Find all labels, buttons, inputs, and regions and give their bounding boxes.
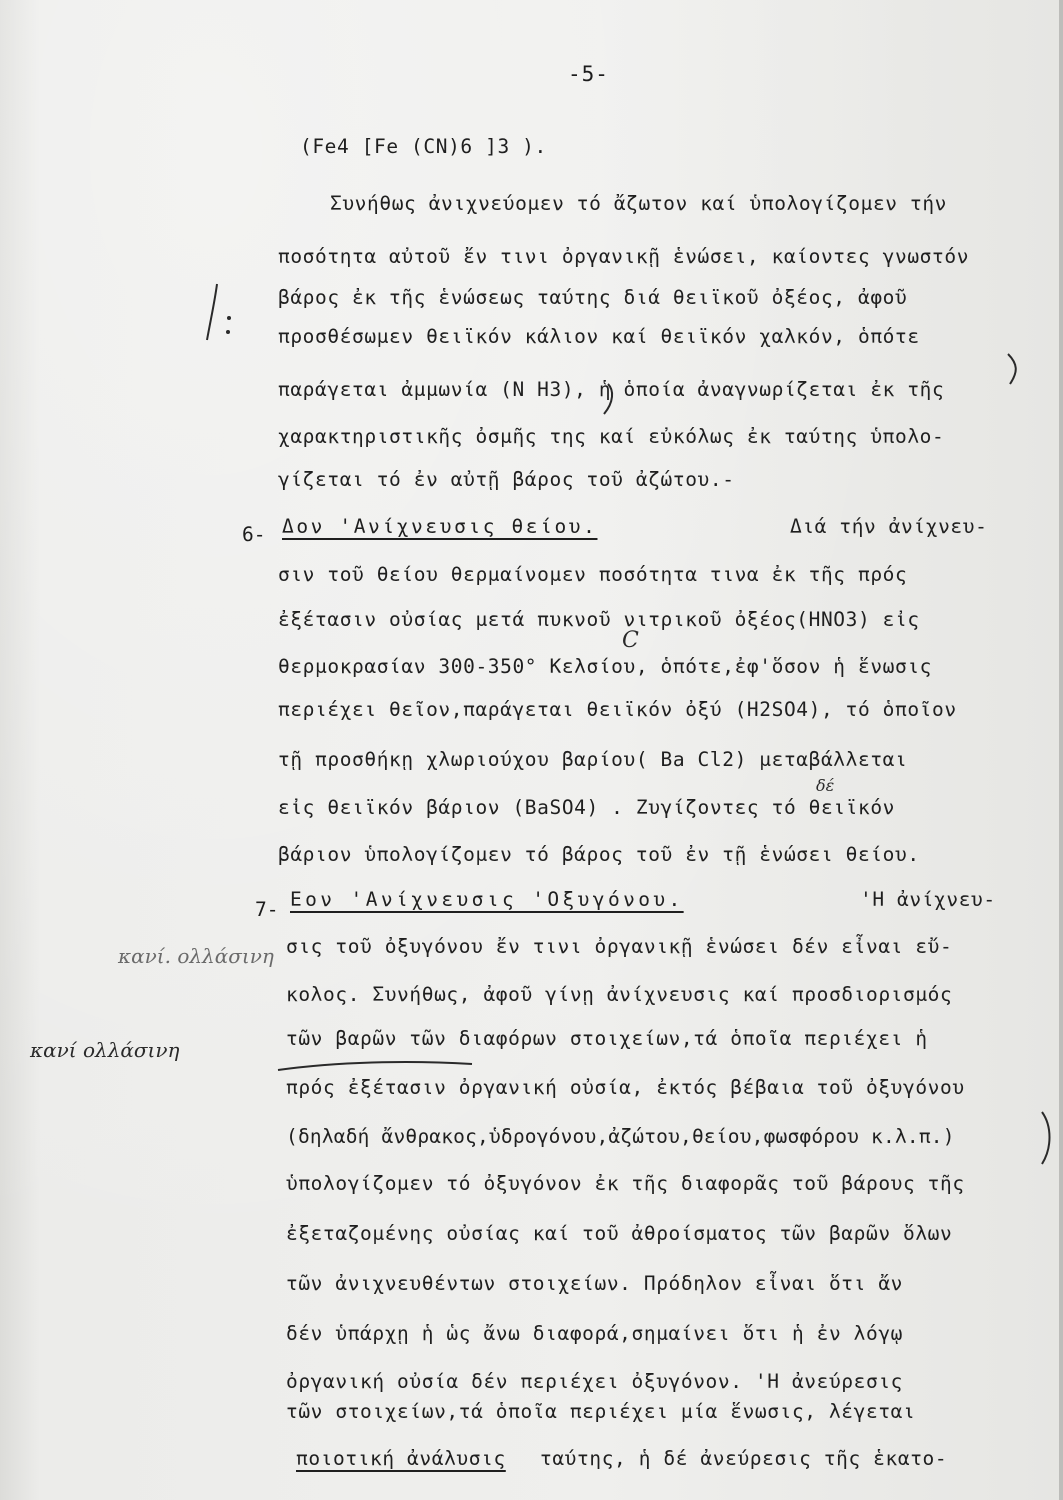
section-heading: Δον 'Ανίχνευσις θείου. [282, 515, 598, 538]
text-line: ἐξεταζομένης οὐσίας καί τοῦ ἀθροίσματος τῶν βαρῶν ὅλων [286, 1222, 953, 1245]
text-line: ὀργανική οὐσία δέν περιέχει ὀξυγόνον. 'Η ἀνεύρεσις [286, 1370, 903, 1393]
text-line: σις τοῦ ὀξυγόνου ἔν τινι ὀργανικῇ ἑνώσει δέν εἶναι εὔ- [286, 935, 953, 958]
text-line: πρός ἐξέτασιν ὀργανική οὐσία, ἐκτός βέβαια τοῦ ὀξυγόνου [286, 1076, 965, 1099]
section-number: 6- [242, 523, 266, 546]
text-line: Διά τήν ἀνίχνευ- [790, 515, 988, 538]
text-line: προσθέσωμεν θειϊκόν κάλιον καί θειϊκόν χαλκόν, ὁπότε [278, 325, 920, 348]
text-line: τῇ προσθήκῃ χλωριούχου βαρίου( Ba Cl2) μεταβάλλεται [278, 748, 908, 771]
text-line: κολος. Συνήθως, ἀφοῦ γίνῃ ἀνίχνευσις καί προσδιορισμός [286, 983, 953, 1006]
page-number: -5- [568, 62, 609, 86]
text-line: εἰς θειϊκόν βάριον (BaSO4) . Ζυγίζοντες τό θειϊκόν [278, 796, 895, 819]
section-heading: Εον 'Ανίχνευσις 'Οξυγόνου. [290, 888, 684, 911]
section-number: 7- [255, 898, 279, 921]
handwritten-correction: C [622, 628, 639, 653]
text-line: χαρακτηριστικῆς ὀσμῆς της καί εὐκόλως ἐκ ταύτης ὑπολο- [278, 425, 945, 448]
text-line: γίζεται τό ἐν αὐτῇ βάρος τοῦ ἀζώτου.- [278, 468, 735, 491]
text-line: Συνήθως ἀνιχνεύομεν τό ἄζωτον καί ὑπολογίζομεν τήν [330, 192, 947, 215]
handwritten-correction: δέ [816, 776, 835, 795]
text-line: (δηλαδή ἄνθρακος,ὑδρογόνου,ἀζώτου,θείου,φωσφόρου κ.λ.π.) [286, 1125, 955, 1148]
text-line: ὑπολογίζομεν τό ὀξυγόνον ἐκ τῆς διαφορᾶς τοῦ βάρους τῆς [286, 1172, 965, 1195]
handwritten-comma-icon [598, 380, 628, 420]
text-line: ποσότητα αὐτοῦ ἔν τινι ὀργανικῇ ἑνώσει, καίοντες γνωστόν [278, 245, 970, 268]
text-line: βάρος ἐκ τῆς ἑνώσεως ταύτης διά θειϊκοῦ ὀξέος, ἀφοῦ [278, 286, 908, 309]
text-line: τῶν βαρῶν τῶν διαφόρων στοιχείων,τά ὁποῖα περιέχει ἡ [286, 1027, 928, 1050]
page-edge-shadow [1059, 0, 1063, 1500]
text-line: σιν τοῦ θείου θερμαίνομεν ποσότητα τινα ἐκ τῆς πρός [278, 563, 908, 586]
formula-line: (Fe4 [Fe (CN)6 ]3 ). [300, 135, 547, 158]
text-line: 'Η ἀνίχνευ- [860, 888, 996, 911]
text-line: ταύτης, ἡ δέ ἀνεύρεσις τῆς ἑκατο- [540, 1447, 948, 1470]
text-line: θερμοκρασίαν 300-350° Κελσίου, ὁπότε,ἐφ'ὅσον ἡ ἕνωσις [278, 655, 933, 678]
text-line: τῶν ἀνιχνευθέντων στοιχείων. Πρόδηλον εἶναι ὅτι ἄν [286, 1272, 903, 1295]
margin-note: κανί ολλάσινη [30, 1038, 180, 1062]
underlined-term: ποιοτική ἀνάλυσις [296, 1447, 506, 1470]
text-line: βάριον ὑπολογίζομεν τό βάρος τοῦ ἐν τῇ ἑνώσει θείου. [278, 843, 920, 866]
handwritten-mark-icon [1000, 350, 1030, 390]
handwritten-bracket-icon [1036, 1108, 1060, 1168]
handwritten-underline-icon [276, 1048, 476, 1078]
text-line: παράγεται ἀμμωνία (N H3), ἡ ὁποία ἀναγνωρίζεται ἐκ τῆς [278, 378, 945, 401]
text-line: ἐξέτασιν οὐσίας μετά πυκνοῦ νιτρικοῦ ὀξέος(HNO3) εἰς [278, 608, 920, 631]
text-line: δέν ὑπάρχῃ ἡ ὡς ἄνω διαφορά,σημαίνει ὅτι ἡ ἐν λόγῳ [286, 1322, 903, 1345]
margin-mark-icon [195, 280, 245, 350]
margin-note: κανί. ολλάσινη [118, 944, 274, 968]
text-line: περιέχει θεῖον,παράγεται θειϊκόν ὀξύ (H2SO4), τό ὁποῖον [278, 698, 957, 721]
text-line: τῶν στοιχείων,τά ὁποῖα περιέχει μία ἕνωσις, λέγεται [286, 1400, 916, 1423]
